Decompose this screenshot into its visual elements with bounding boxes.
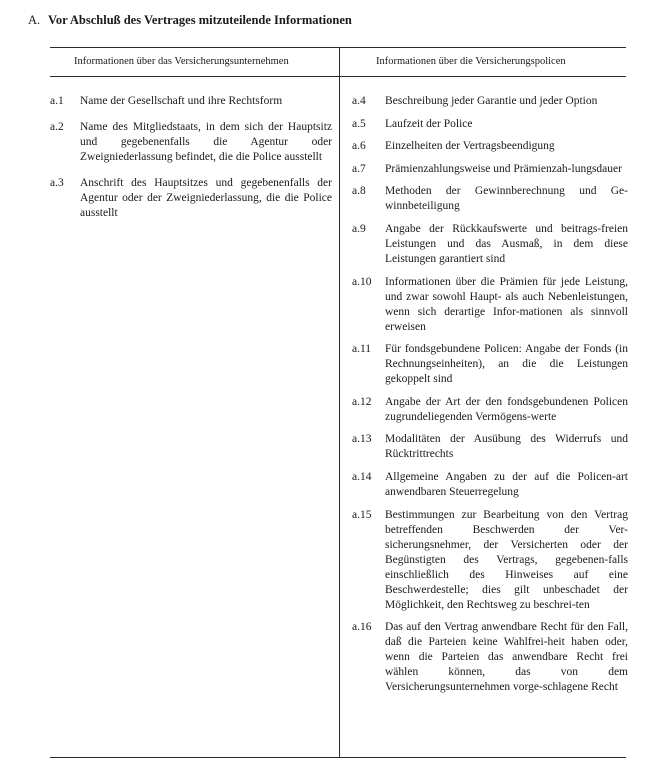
list-item: [352, 184, 628, 214]
item-number: a.1: [50, 95, 64, 107]
section-letter: A.: [28, 13, 41, 27]
item-number: a.13: [352, 433, 372, 446]
list-item: [352, 117, 628, 132]
table-header-rule: [50, 76, 626, 77]
list-item: [352, 275, 628, 335]
item-text: Informationen über die Prämien für jede Leistung, und zwar sowohl Haupt- als auch Nebenleistungen, wenn sich derartige Infor-mationen als sinnvoll erweisen: [385, 275, 628, 333]
item-text: Laufzeit der Police: [385, 117, 473, 130]
item-number: a.11: [352, 343, 372, 356]
item-number: a.6: [352, 140, 366, 153]
item-text: Bestimmungen zur Bearbeitung von den Vertrag betreffenden Beschwerden der Ver-sicherungsnehmer, der Versicherten oder der Begünstigten des Vertrags, gegebenen-falls einschließlich des Hinweises auf eine Beschwerdestelle; dies gilt unbeschadet der Möglichkeit, den Rechtsweg zu beschrei-ten: [385, 508, 628, 611]
list-item: [50, 176, 332, 221]
item-number: a.9: [352, 222, 366, 235]
item-text: Allgemeine Angaben zu der auf die Policen-art anwendbaren Steuerregelung: [385, 470, 628, 498]
item-number: a.16: [352, 621, 372, 634]
item-text: Methoden der Gewinnberechnung und Ge-winnbeteiligung: [385, 185, 628, 213]
list-item: [352, 139, 628, 154]
list-item: [352, 470, 628, 500]
left-column-header: Informationen über das Versicherungsunternehmen: [74, 56, 289, 67]
item-text: Modalitäten der Ausübung des Widerrufs und Rücktrittrechts: [385, 433, 628, 461]
right-column: [352, 94, 628, 703]
list-item: [352, 342, 628, 387]
item-text: Anschrift des Hauptsitzes und gegebenenfalls der Agentur oder der Zweigniederlassung, die die Police ausstellt: [80, 177, 332, 219]
item-number: a.4: [352, 95, 366, 107]
item-number: a.10: [352, 275, 372, 288]
list-item: [352, 508, 628, 613]
item-text: Für fondsgebundene Policen: Angabe der Fonds (in Rechnungseinheiten), an die die Leistungen gekoppelt sind: [385, 343, 628, 386]
table-top-rule: [50, 47, 626, 48]
list-item: [352, 620, 628, 695]
item-text: Angabe der Art der den fondsgebundenen Policen zugrundeliegenden Vermögens-werte: [385, 395, 628, 423]
item-number: a.15: [352, 508, 372, 521]
list-item: [352, 94, 628, 109]
item-number: a.7: [352, 162, 366, 175]
section-heading: [28, 13, 352, 28]
item-number: a.3: [50, 177, 64, 189]
list-item: [352, 222, 628, 267]
list-item: [50, 94, 332, 109]
section-title: Vor Abschluß des Vertrages mitzuteilende Informationen: [48, 13, 352, 27]
item-text: Name der Gesellschaft und ihre Rechtsform: [80, 95, 283, 107]
table-bottom-rule: [50, 757, 626, 758]
item-number: a.8: [352, 185, 366, 198]
item-number: a.2: [50, 121, 64, 133]
item-text: Prämienzahlungsweise und Prämienzah-lungsdauer: [385, 162, 622, 175]
right-column-header: Informationen über die Versicherungspolicen: [376, 56, 566, 67]
list-item: [50, 120, 332, 165]
item-text: Einzelheiten der Vertragsbeendigung: [385, 140, 555, 153]
item-text: Beschreibung jeder Garantie und jeder Option: [385, 95, 598, 107]
list-item: [352, 432, 628, 462]
list-item: [352, 162, 628, 177]
left-column: [50, 94, 332, 232]
item-number: a.5: [352, 117, 366, 130]
item-number: a.12: [352, 395, 372, 408]
item-text: Name des Mitgliedstaats, in dem sich der Hauptsitz und gegebenenfalls die Agentur oder Zweigniederlassung befindet, die die Police ausstellt: [80, 121, 332, 163]
item-text: Das auf den Vertrag anwendbare Recht für den Fall, daß die Parteien keine Wahlfrei-heit haben oder, wenn die Parteien das anwendbare Recht frei wählen können, das von dem Versicherungsunternehmen vorge-schlagene Recht: [385, 621, 628, 694]
list-item: [352, 395, 628, 425]
item-text: Angabe der Rückkaufswerte und beitrags-freien Leistungen und das Ausmaß, in dem diese Leistungen garantiert sind: [385, 222, 628, 265]
item-number: a.14: [352, 470, 372, 483]
table-column-divider: [339, 47, 340, 757]
